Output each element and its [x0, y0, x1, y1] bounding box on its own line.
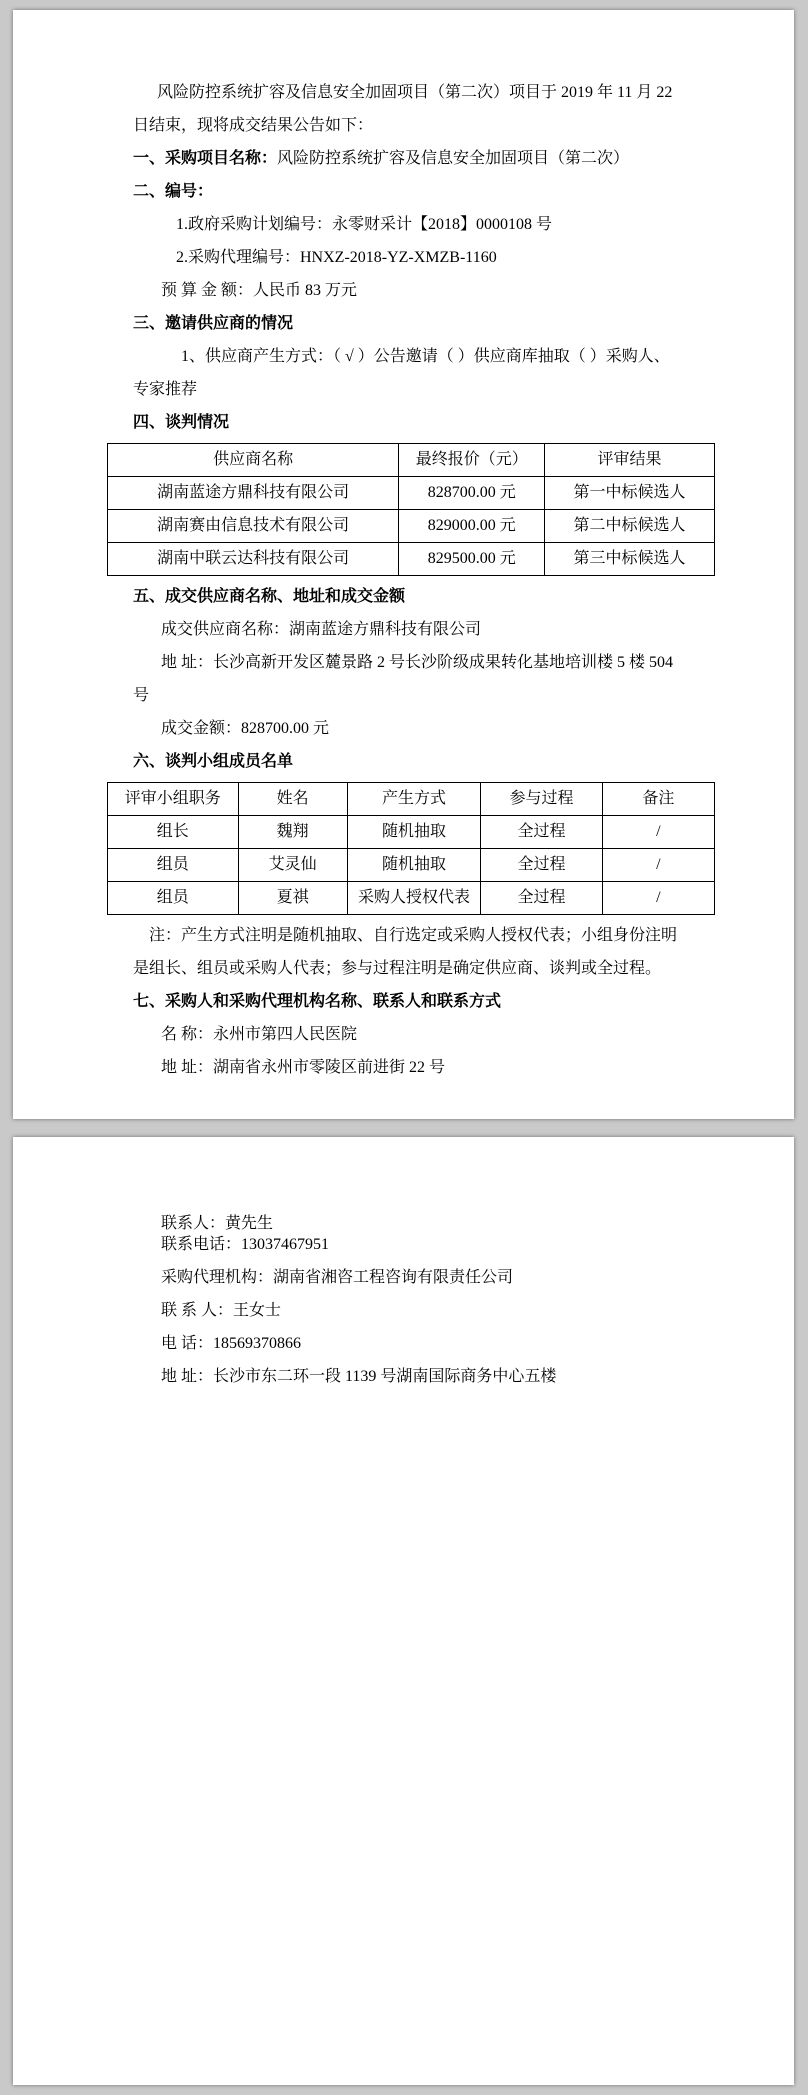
section-5-heading: 五、成交供应商名称、地址和成交金额: [133, 588, 406, 605]
supplier-name-cell: 湖南蓝途方鼎科技有限公司: [108, 477, 399, 510]
section-2-heading: 二、编号：: [133, 183, 214, 200]
participation-cell: 全过程: [481, 816, 602, 849]
selection-method-cell: 采购人授权代表: [347, 882, 481, 915]
note-line-1: 注：产生方式注明是随机抽取、自行选定或采购人授权代表；小组身份注明: [149, 927, 678, 944]
clipped-contact-line: [161, 1213, 689, 1232]
participation-cell: 全过程: [481, 849, 602, 882]
table-row: [108, 543, 715, 576]
review-result-cell: 第三中标候选人: [545, 543, 715, 576]
final-price-cell: 829500.00 元: [399, 543, 545, 576]
panel-role-cell: 组员: [108, 849, 239, 882]
participation-cell: 全过程: [481, 882, 602, 915]
name-cell: 夏祺: [238, 882, 347, 915]
header-remark: 备注: [602, 783, 714, 816]
header-review-result: 评审结果: [545, 444, 715, 477]
agency-contact-block: [133, 1228, 689, 1393]
table-row: [108, 816, 715, 849]
section-1-heading: [133, 142, 689, 175]
header-participation: 参与过程: [481, 783, 602, 816]
name-cell: 艾灵仙: [238, 849, 347, 882]
selection-method-cell: 随机抽取: [347, 849, 481, 882]
intro-line-2: 日结束，现将成交结果公告如下：: [133, 117, 374, 134]
winner-address-line-2: 号: [133, 687, 150, 704]
supplier-name-cell: 湖南赛由信息技术有限公司: [108, 510, 399, 543]
plan-number-line: 1.政府采购计划编号：永零财采计【2018】0000108 号: [176, 216, 553, 233]
budget-line: 预 算 金 额：人民币 83 万元: [161, 282, 358, 299]
document-page-2: [13, 1137, 794, 2085]
supplier-name-cell: 湖南中联云达科技有限公司: [108, 543, 399, 576]
header-name: 姓名: [238, 783, 347, 816]
selection-method-cell: 随机抽取: [347, 816, 481, 849]
note-line-2: 是组长、组员或采购人代表；参与过程注明是确定供应商、谈判或全过程。: [133, 960, 662, 977]
table-row: [108, 882, 715, 915]
page-2-content: [13, 1137, 794, 1393]
name-cell: 魏翔: [238, 816, 347, 849]
section-1-value: 风险防控系统扩容及信息安全加固项目（第二次）: [277, 150, 630, 167]
header-supplier-name: 供应商名称: [108, 444, 399, 477]
negotiation-panel-table: [107, 782, 715, 915]
agency-address-line: 地 址：长沙市东二环一段 1139 号湖南国际商务中心五楼: [161, 1368, 557, 1385]
section-4-heading: 四、谈判情况: [133, 414, 230, 431]
agency-phone-line: 电 话：18569370866: [161, 1335, 302, 1352]
table-row: [108, 510, 715, 543]
agency-name-line: 采购代理机构：湖南省湘咨工程咨询有限责任公司: [161, 1269, 514, 1286]
final-price-cell: 828700.00 元: [399, 477, 545, 510]
winner-address-line-1: 地 址：长沙高新开发区麓景路 2 号长沙阶级成果转化基地培训楼 5 楼 504: [161, 654, 674, 671]
header-final-price: 最终报价（元）: [399, 444, 545, 477]
table-header-row: [108, 444, 715, 477]
winner-name-line: 成交供应商名称：湖南蓝途方鼎科技有限公司: [161, 621, 482, 638]
remark-cell: /: [602, 849, 714, 882]
deal-amount-line: 成交金额：828700.00 元: [161, 720, 330, 737]
supplier-method-line-1: 1、供应商产生方式：（ √ ）公告邀请（ ）供应商库抽取（ ）采购人、: [181, 348, 670, 365]
section-7-heading: 七、采购人和采购代理机构名称、联系人和联系方式: [133, 993, 502, 1010]
review-result-cell: 第一中标候选人: [545, 477, 715, 510]
remark-cell: /: [602, 882, 714, 915]
panel-role-cell: 组长: [108, 816, 239, 849]
remark-cell: /: [602, 816, 714, 849]
table-row: [108, 849, 715, 882]
section-6-heading: 六、谈判小组成员名单: [133, 753, 294, 770]
header-selection-method: 产生方式: [347, 783, 481, 816]
panel-role-cell: 组员: [108, 882, 239, 915]
section-3-heading: 三、邀请供应商的情况: [133, 315, 294, 332]
contact-phone-line: 联系电话：13037467951: [161, 1236, 330, 1253]
final-price-cell: 829000.00 元: [399, 510, 545, 543]
table-row: [108, 477, 715, 510]
section-1-label: 一、采购项目名称：: [133, 150, 278, 167]
negotiation-results-table: [107, 443, 715, 576]
table-header-row: [108, 783, 715, 816]
clipped-contact-text: 联系人：黄先生: [161, 1215, 274, 1232]
document-page-1: [13, 10, 794, 1119]
page-1-content: [13, 10, 794, 1084]
intro-line-1: 风险防控系统扩容及信息安全加固项目（第二次）项目于 2019 年 11 月 22: [157, 84, 673, 101]
purchaser-name-line: 名 称：永州市第四人民医院: [161, 1026, 358, 1043]
agency-contact-line: 联 系 人：王女士: [161, 1302, 282, 1319]
review-result-cell: 第二中标候选人: [545, 510, 715, 543]
supplier-method-line-2: 专家推荐: [133, 381, 198, 398]
agency-number-line: 2.采购代理编号：HNXZ-2018-YZ-XMZB-1160: [176, 249, 497, 266]
header-panel-role: 评审小组职务: [108, 783, 239, 816]
purchaser-address-line: 地 址：湖南省永州市零陵区前进街 22 号: [161, 1059, 446, 1076]
